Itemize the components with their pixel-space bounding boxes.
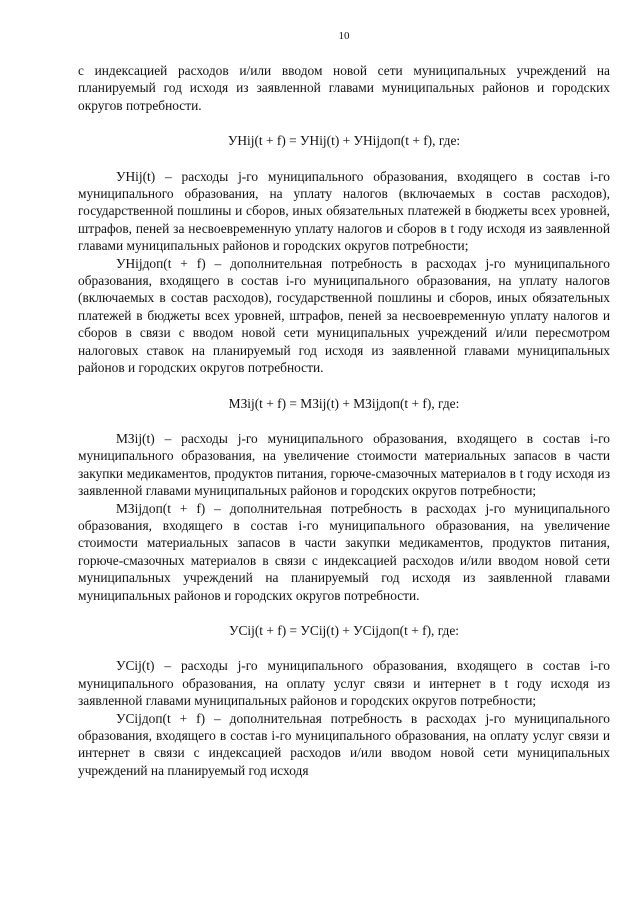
formula-mz: МЗij(t + f) = МЗij(t) + МЗijдоп(t + f), где: [228, 395, 460, 411]
paragraph-un-additional: УНijдоп(t + f) – дополнительная потребность в расходах j-го муниципального образования, входящего в состав i-го муниципального образования, на уплату налогов (включаемых в состав расходов), государственной пошлины и сборов, иных обязательных платежей в бюджеты всех уровней, штрафов, пеней за несвоевременную уплату налогов и сборов в связи с вводом новой сети муниципальных учреждений и/или пересмотром налоговых ставок на планируемый год исходя из заявленной главами муниципальных районов и городских округов потребности. [78, 255, 610, 376]
paragraph-mz-definition: МЗij(t) – расходы j-го муниципального образования, входящего в состав i-го муниципального образования, на увеличение стоимости материальных запасов в части закупки медикаментов, продуктов питания, горюче-смазочных материалов в t году исходя из заявленной главами муниципальных районов и городских округов потребности; [78, 430, 610, 499]
paragraph-continuation: с индексацией расходов и/или вводом новой сети муниципальных учреждений на планируемый год исходя из заявленной главами муниципальных районов и городских округов потребности. [78, 63, 610, 113]
paragraph-us-definition: УСij(t) – расходы j-го муниципального образования, входящего в состав i-го муниципального образования, на оплату услуг связи и интернет в t году исходя из заявленной главами муниципальных районов и городских округов потребности; [78, 658, 610, 709]
formula-un: УНij(t + f) = УНij(t) + УНijдоп(t + f), где: [227, 133, 461, 149]
paragraph-us-additional: УСijдоп(t + f) – дополнительная потребность в расходах j-го муниципального образования, входящего в состав i-го муниципального образования, на оплату услуг связи и интернет в связи с индексацией расходов и/или вводом новой сети муниципальных учреждений на планируемый год исходя [78, 710, 610, 778]
formula-us: УСij(t + f) = УСij(t) + УСijдоп(t + f), где: [228, 622, 460, 638]
page-number: 10 [338, 30, 350, 42]
paragraph-un-definition: УНij(t) – расходы j-го муниципального образования, входящего в состав i-го муниципального образования, на уплату налогов (включаемых в состав расходов), государственной пошлины и сборов, иных обязательных платежей в бюджеты всех уровней, штрафов, пеней за несвоевременную уплату налогов и сборов в t году исходя из заявленной главами муниципальных районов и городских округов потребности; [78, 168, 610, 254]
document-body [78, 62, 610, 779]
paragraph-mz-additional: МЗijдоп(t + f) – дополнительная потребность в расходах j-го муниципального образования, входящего в состав i-го муниципального образования, на увеличение стоимости материальных запасов в части закупки медикаментов, продуктов питания, горюче-смазочных материалов в связи с индексацией расходов и/или вводом новой сети муниципальных учреждений на планируемый год исходя из заявленной главами муниципальных районов и городских округов потребности. [78, 500, 610, 603]
